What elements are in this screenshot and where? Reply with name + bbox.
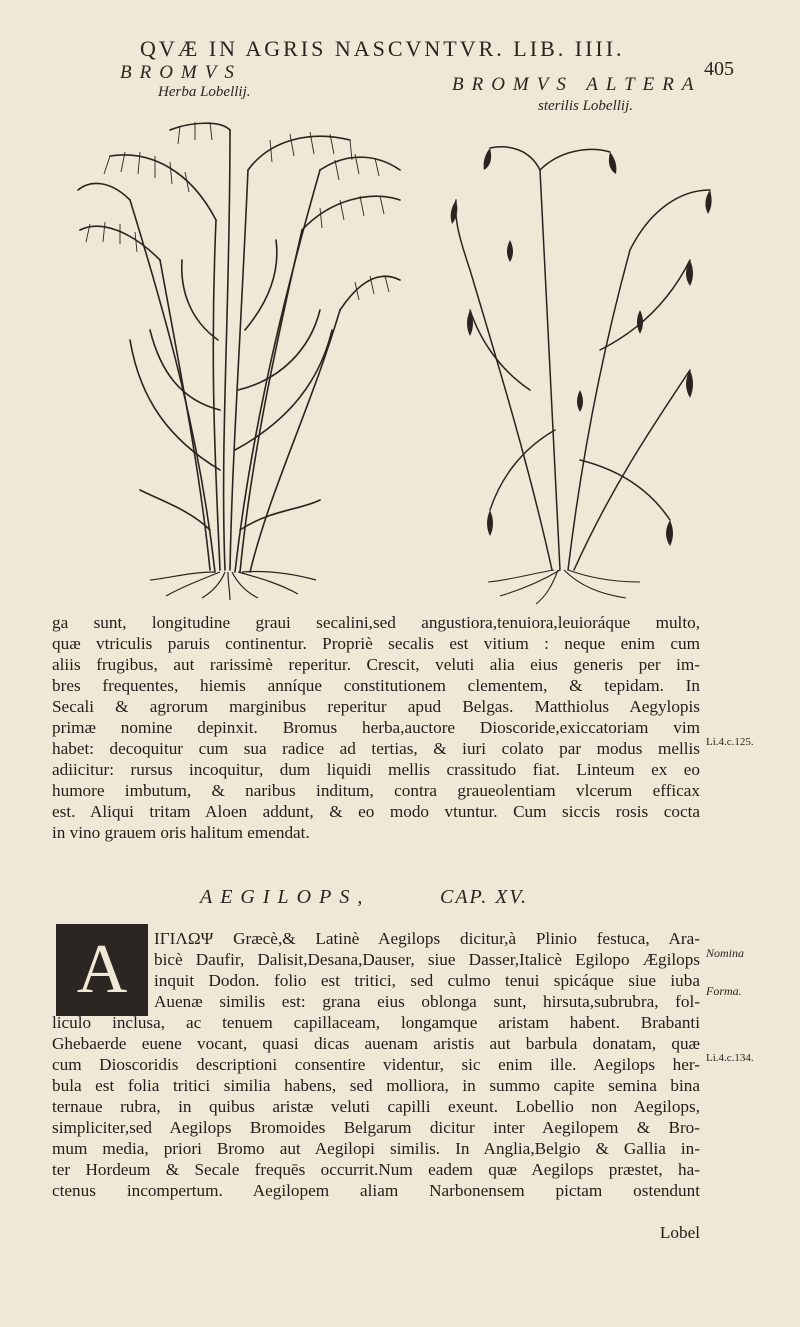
text-line: ter Hordeum & Secale frequēs occurrit.Num eadem quæ Aegilops præstet, ha- — [52, 1160, 700, 1179]
text-line: simpliciter,sed Aegilops Bromoides Belgarum dicitur inter Aegilopem & Bro- — [52, 1118, 700, 1137]
text-line: ctenus incompertum. Aegilopem aliam Narbonensem pictam ostendunt — [52, 1181, 700, 1200]
text-line: in vino grauem oris halitum emendat. — [52, 823, 310, 842]
text-line: liculo inclusa, ac tenuem capillaceam, longamque aristam habent. Brabanti — [52, 1013, 700, 1032]
section-title: AEGILOPS, — [200, 886, 371, 908]
text-line: Ghebaerde euene vocant, quasi dicas auenam aristis aut barbula donatam, quæ — [52, 1034, 700, 1053]
text-line: ternaue rubra, in quibus aristæ veluti capilli exeunt. Lobellio non Aegilops, — [52, 1097, 700, 1116]
paragraph-bromus — [52, 612, 700, 843]
text-line: habet: decoquitur cum sua radice ad tertias, & iuri colato par modus mellis — [52, 739, 700, 758]
text-line: cum Dioscoridis descriptioni consentire videntur, sic enim ille. Aegilops her- — [52, 1055, 700, 1074]
figure-1-title: BROMVS — [120, 62, 242, 83]
margin-note-forma: Forma. — [706, 984, 742, 998]
chapter-number: CAP. XV. — [440, 886, 529, 908]
figure-1-subtitle: Herba Lobellij. — [158, 84, 251, 100]
text-line: bres frequentes, hiemis anníque constitutionem clementem, & tepidam. In — [52, 676, 700, 695]
text-line: bula est folia tritici similia habens, sed molliora, in summo capite semina bina — [52, 1076, 700, 1095]
text-line: Secali & agrorum marginibus reperitur apud Belgas. Matthiolus Aegylopis — [52, 697, 700, 716]
catchword: Lobel — [659, 1223, 700, 1242]
paragraph-aegilops — [52, 1012, 700, 1201]
decorated-initial-letter — [56, 924, 148, 1016]
text-line: est. Aliqui tritam Aloen addunt, & eo modo vtuntur. Cum siccis rosis cocta — [52, 802, 700, 821]
text-line: primæ nomine depinxit. Bromus herba,auctore Dioscoride,exiccatoriam vim — [52, 718, 700, 737]
running-head: QVÆ IN AGRIS NASCVNTVR. LIB. IIII. — [140, 36, 625, 61]
text-line: humore imbutum, & naribus inditum, contra graueolentiam vlcerum efficax — [52, 781, 700, 800]
margin-note-nomina: Nomina — [706, 946, 745, 960]
figure-2-subtitle: sterilis Lobellij. — [538, 98, 634, 114]
margin-note-reference: Li.4.c.125. — [706, 736, 754, 748]
text-line: bicè Daufir, Dalisit,Desana,Dauser, siue Dasser,Italicè Egilopo Ægilops — [154, 950, 700, 969]
text-line: adiicitur: rursus incoquitur, dum liquidi mellis crassitudo fiat. Linteum ex eo — [52, 760, 700, 779]
initial-letter: A — [76, 931, 128, 1008]
margin-note-reference-2: Li.4.c.134. — [706, 1052, 754, 1064]
paragraph-aegilops-indented — [154, 928, 700, 1012]
text-line: ga sunt, longitudine graui secalini,sed angustiora,tenuiora,leuioráque multo, — [52, 613, 700, 632]
text-line: ΙΓΙΛΩΨ Græcè,& Latinè Aegilops dicitur,à Plinio festuca, Ara- — [154, 929, 700, 948]
text-line: Auenæ similis est: grana eius oblonga sunt, hirsuta,subrubra, fol- — [154, 992, 700, 1011]
bromus-altera-woodcut-illustration — [440, 130, 720, 610]
bromus-woodcut-illustration — [70, 110, 410, 600]
text-line: quæ vtriculis paruis continentur. Propriè secalis est vitium : neque enim cum — [52, 634, 700, 653]
page-number: 405 — [704, 58, 734, 80]
figure-2-title: BROMVS ALTERA — [452, 74, 702, 95]
text-line: inquit Dodon. folio est tritici, sed culmo tenui spicáque siue iuba — [154, 971, 700, 990]
text-line: mum media, priori Bromo aut Aegilopi similis. In Anglia,Belgio & Gallia in- — [52, 1139, 700, 1158]
text-line: aliis frugibus, aut rarissimè reperitur. Crescit, veluti alia eius generis per im- — [52, 655, 700, 674]
